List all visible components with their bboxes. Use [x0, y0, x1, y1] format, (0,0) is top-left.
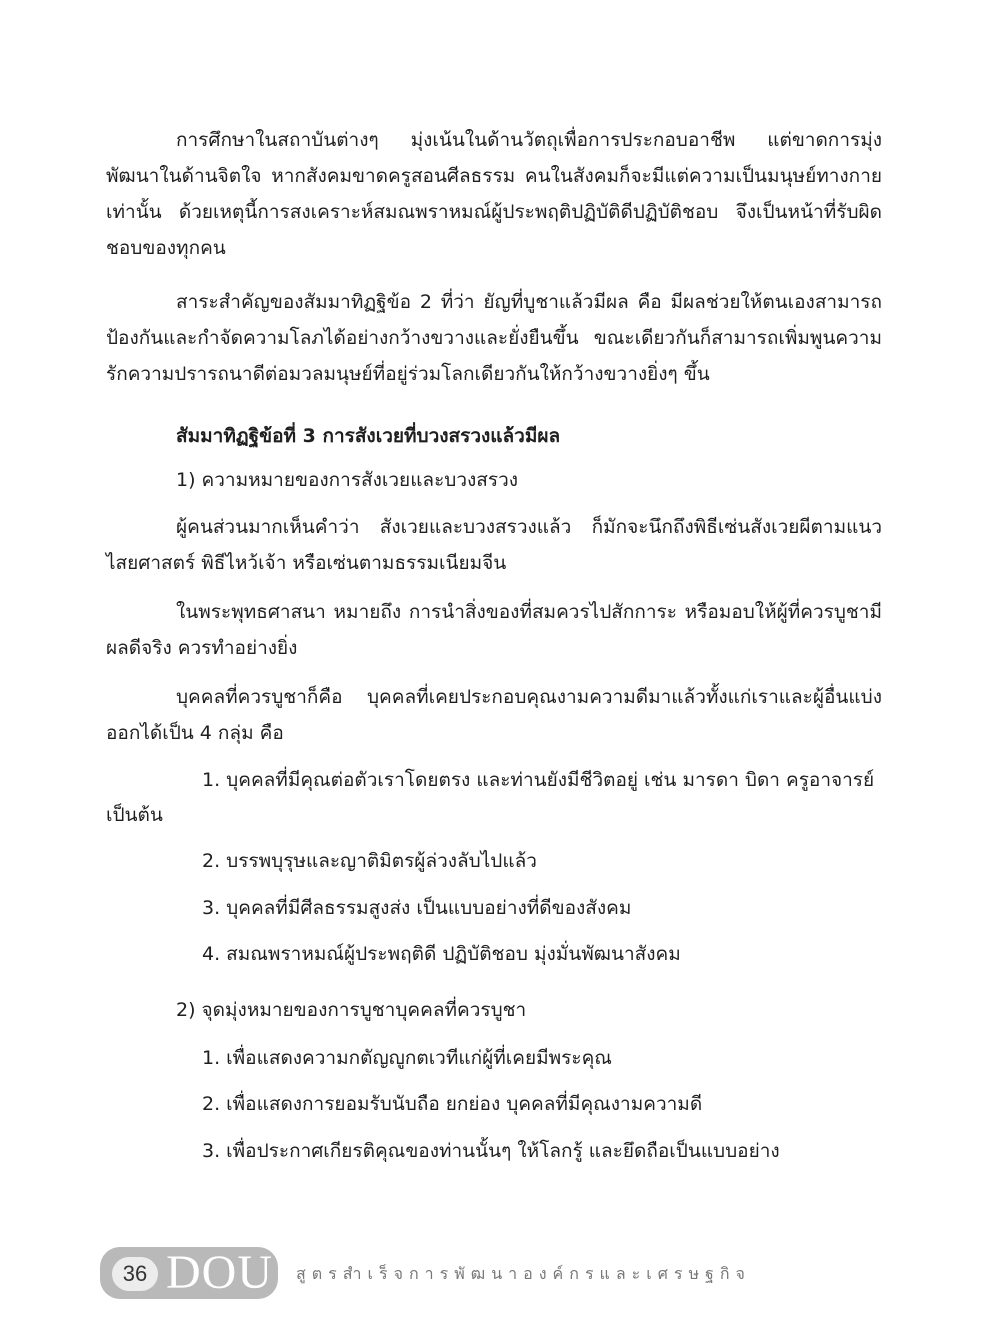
list-item-group-1: 1. บุคคลที่มีคุณต่อตัวเราโดยตรง และท่านยังมีชีวิตอยู่ เช่น มารดา บิดา ครูอาจารย์ — [202, 769, 875, 791]
list-item-aim-1: 1. เพื่อแสดงความกตัญญูกตเวทีแก่ผู้ที่เคยมีพระคุณ — [202, 1047, 612, 1069]
footer-book-title: สูตรสำเร็จการพัฒนาองค์กรและเศรษฐกิจ — [296, 1264, 751, 1283]
paragraph-worthy-persons: บุคคลที่ควรบูชาก็คือ บุคคลที่เคยประกอบคุณงามความดีมาแล้วทั้งแก่เราและผู้อื่นแบ่งออกได้เป็น 4 กลุ่ม คือ — [106, 686, 882, 744]
brand-logo-text: DOU — [166, 1246, 273, 1299]
page-number: 36 — [112, 1257, 158, 1291]
paragraph-summary-view-2: สาระสำคัญของสัมมาทิฏฐิข้อ 2 ที่ว่า ยัญที่บูชาแล้วมีผล คือ มีผลช่วยให้ตนเองสามารถป้องกันและกำจัดความโลภได้อย่างกว้างขวางและยั่งยืนขึ้น ขณะเดียวกันก็สามารถเพิ่มพูนความรักความปรารถนาดีต่อมวลมนุษย์ที่อยู่ร่วมโลกเดียวกันให้กว้างขวางยิ่งๆ ขึ้น — [106, 291, 882, 385]
subheading-meaning: 1) ความหมายของการสังเวยและบวงสรวง — [176, 469, 519, 491]
section-heading: สัมมาทิฏฐิข้อที่ 3 การสังเวยที่บวงสรวงแล้วมีผล — [176, 425, 561, 447]
list-item-aim-2: 2. เพื่อแสดงการยอมรับนับถือ ยกย่อง บุคคลที่มีคุณงามความดี — [202, 1093, 703, 1115]
list-item-group-3: 3. บุคคลที่มีศีลธรรมสูงส่ง เป็นแบบอย่างที่ดีของสังคม — [202, 897, 632, 919]
list-item-aim-3: 3. เพื่อประกาศเกียรติคุณของท่านนั้นๆ ให้โลกรู้ และยึดถือเป็นแบบอย่าง — [202, 1140, 780, 1162]
list-item-group-2: 2. บรรพบุรุษและญาติมิตรผู้ล่วงลับไปแล้ว — [202, 850, 537, 872]
paragraph-buddhist-meaning: ในพระพุทธศาสนา หมายถึง การนำสิ่งของที่สมควรไปสักการะ หรือมอบให้ผู้ที่ควรบูชามีผลดีจริง ควรทำอย่างยิ่ง — [106, 601, 882, 659]
list-item-group-4: 4. สมณพราหมณ์ผู้ประพฤติดี ปฏิบัติชอบ มุ่งมั่นพัฒนาสังคม — [202, 943, 681, 965]
paragraph-common-view: ผู้คนส่วนมากเห็นคำว่า สังเวยและบวงสรวงแล้ว ก็มักจะนึกถึงพิธีเซ่นสังเวยผีตามแนวไสยศาสตร์ พิธีไหว้เจ้า หรือเซ่นตามธรรมเนียมจีน — [106, 516, 882, 574]
list-item-group-1-continued: เป็นต้น — [106, 804, 163, 826]
paragraph-education: การศึกษาในสถาบันต่างๆ มุ่งเน้นในด้านวัตถุเพื่อการประกอบอาชีพ แต่ขาดการมุ่งพัฒนาในด้านจิตใจ หากสังคมขาดครูสอนศีลธรรม คนในสังคมก็จะมีแต่ความเป็นมนุษย์ทางกายเท่านั้น ด้วยเหตุนี้การสงเคราะห์สมณพราหมณ์ผู้ประพฤติปฏิบัติดีปฏิบัติชอบ จึงเป็นหน้าที่รับผิดชอบของทุกคน — [106, 129, 882, 259]
subheading-aims: 2) จุดมุ่งหมายของการบูชาบุคคลที่ควรบูชา — [176, 999, 527, 1021]
